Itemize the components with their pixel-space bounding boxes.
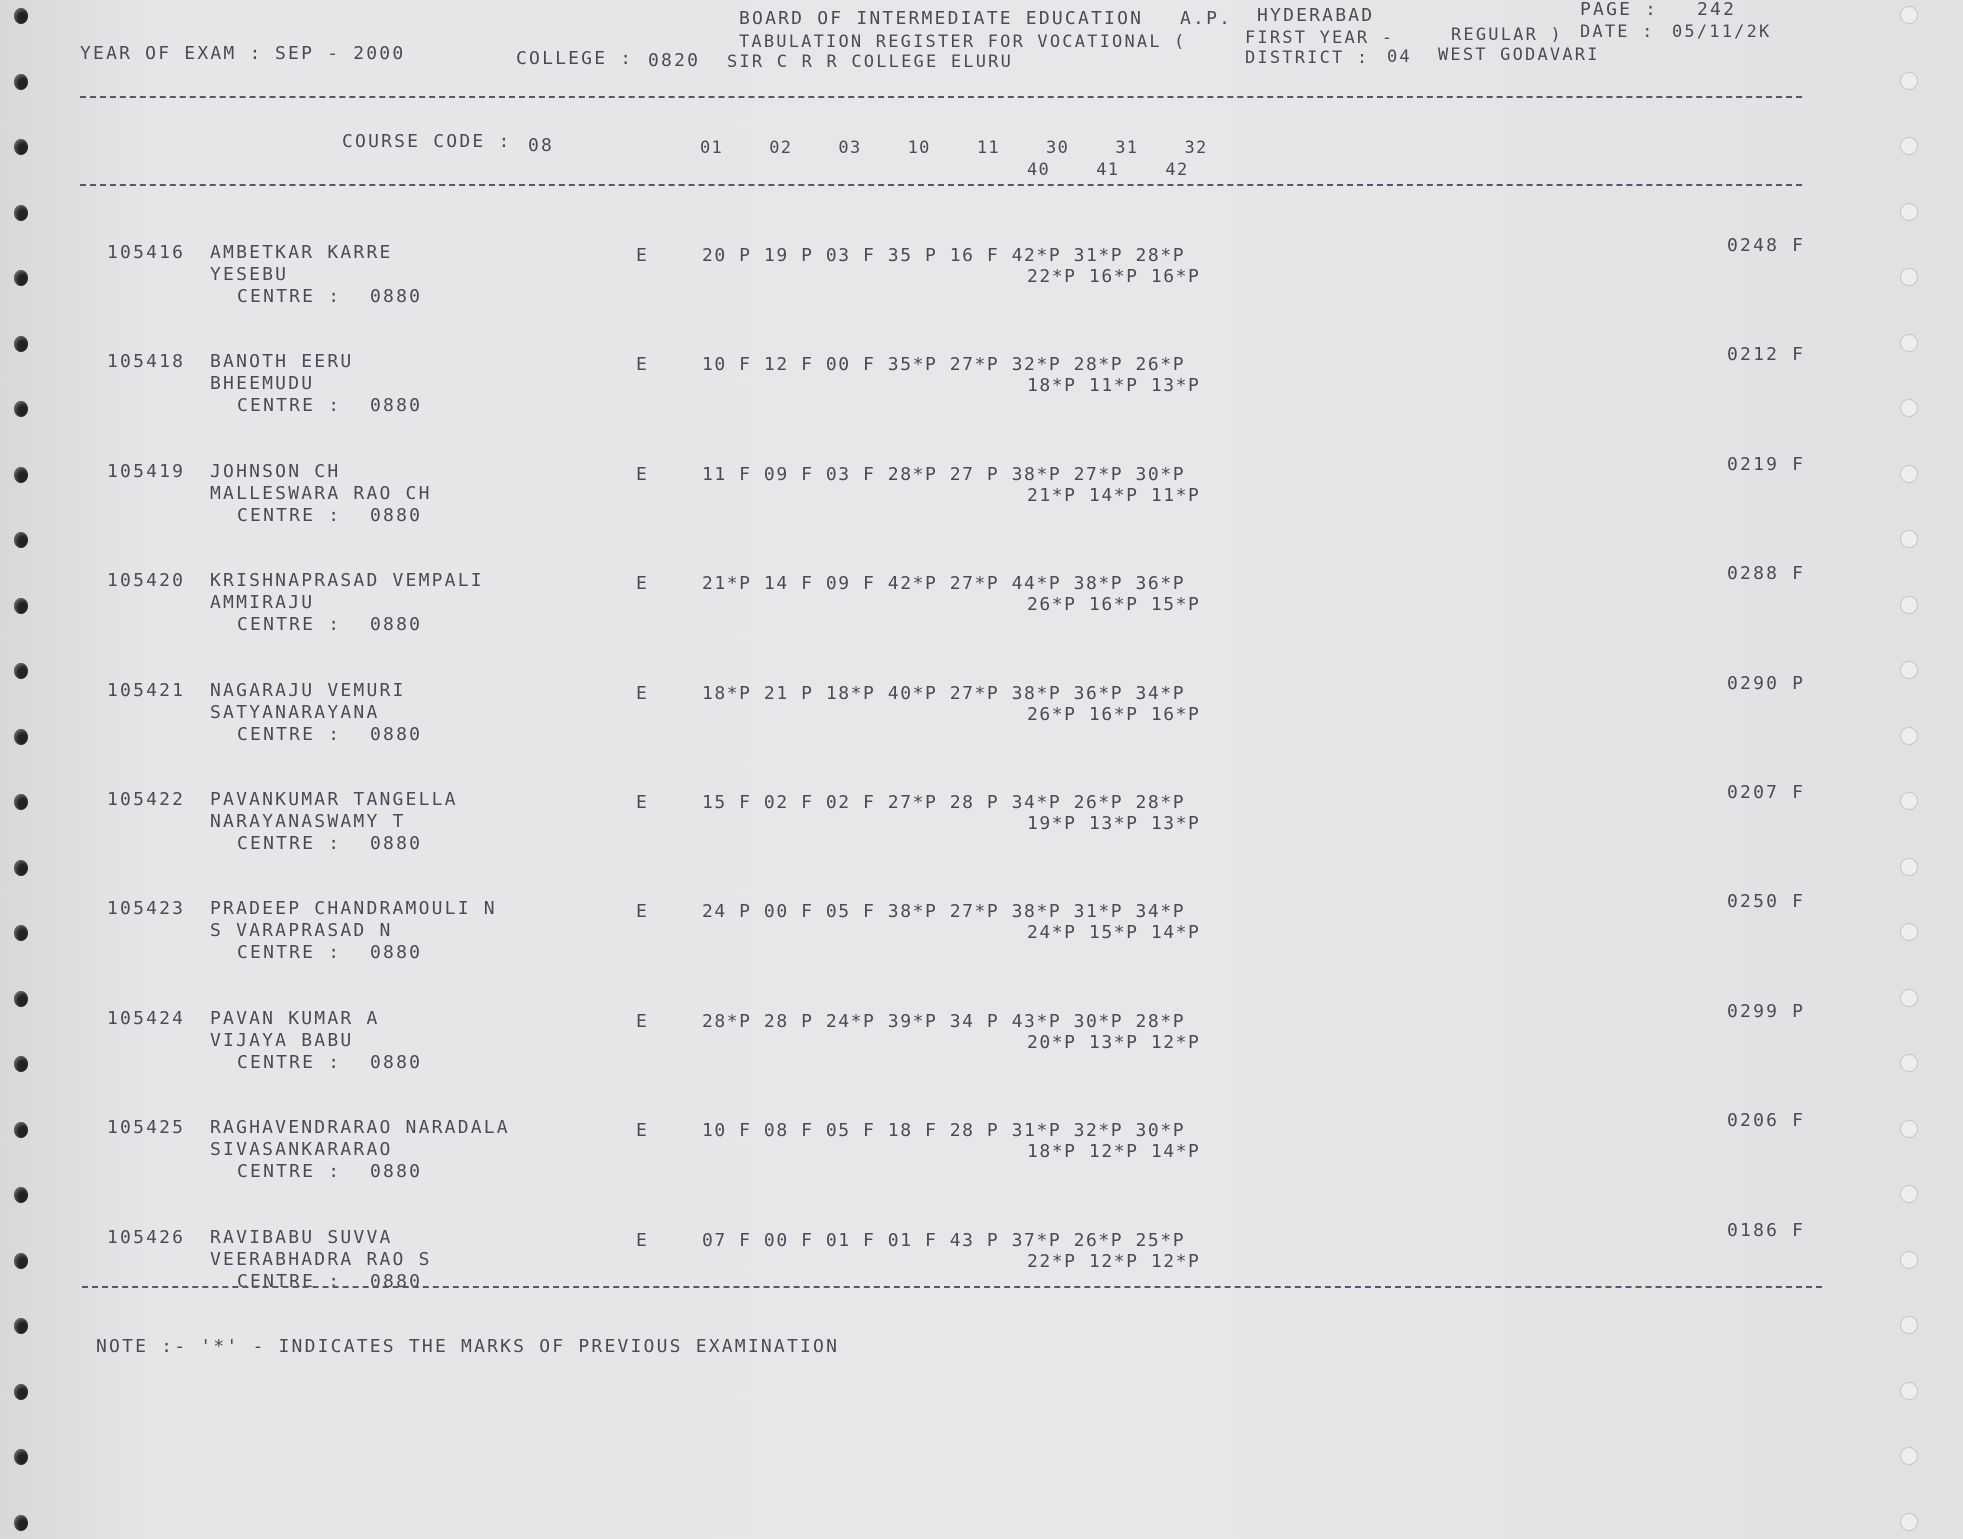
- medium: E: [636, 463, 650, 485]
- roll-number: 105420: [107, 570, 186, 592]
- student-row: [0, 782, 1963, 887]
- punch-hole: [14, 8, 28, 24]
- total-result: 0212 F: [1727, 344, 1806, 366]
- header-rule: [80, 96, 1802, 98]
- punch-hole: [14, 336, 28, 352]
- roll-number: 105422: [107, 789, 186, 810]
- total-result: 0206 F: [1727, 1110, 1806, 1132]
- marks-line1: 11 F 09 F 03 F 28*P 27 P 38*P 27*P 30*P: [702, 463, 1186, 485]
- medium: E: [636, 901, 650, 923]
- student-row: [0, 1110, 1963, 1215]
- student-name: PAVAN KUMAR A: [210, 1007, 380, 1029]
- total-result: 0288 F: [1727, 563, 1806, 585]
- district-name: WEST GODAVARI: [1438, 45, 1600, 65]
- exam-label: YEAR OF EXAM :: [80, 43, 263, 64]
- margin-hole: [1900, 465, 1918, 483]
- punch-hole: [14, 467, 28, 483]
- centre-code: 0880: [370, 1161, 423, 1183]
- punch-hole: [14, 74, 28, 90]
- roll-number: 105416: [107, 242, 186, 263]
- marks-line2: 21*P 14*P 11*P: [1027, 484, 1201, 506]
- total-result: 0219 F: [1727, 453, 1806, 475]
- student-row: [0, 1219, 1963, 1325]
- state-label: A.P.: [1180, 8, 1233, 29]
- punch-hole: [14, 1056, 28, 1072]
- punch-hole: [14, 1384, 28, 1400]
- centre-label: CENTRE :: [237, 504, 342, 526]
- marks-line2: 19*P 13*P 13*P: [1027, 813, 1201, 834]
- student-name: PRADEEP CHANDRAMOULI N: [210, 898, 497, 920]
- footer-rule: [82, 1286, 1822, 1288]
- student-name: JOHNSON CH: [210, 460, 341, 482]
- punch-hole: [14, 532, 28, 548]
- page-label: PAGE :: [1580, 0, 1659, 20]
- punch-hole: [14, 729, 28, 745]
- margin-hole: [1900, 203, 1918, 221]
- date-value: 05/11/2K: [1672, 22, 1772, 42]
- board-title: BOARD OF INTERMEDIATE EDUCATION: [739, 8, 1144, 29]
- student-name: PAVANKUMAR TANGELLA: [210, 789, 458, 810]
- margin-hole: [1900, 1316, 1918, 1334]
- punch-hole: [14, 1449, 28, 1465]
- medium: E: [636, 682, 650, 704]
- college-label: COLLEGE :: [516, 48, 634, 69]
- margin-hole: [1900, 1251, 1918, 1269]
- paren-open: (: [1174, 32, 1187, 52]
- marks-line1: 18*P 21 P 18*P 40*P 27*P 38*P 36*P 34*P: [702, 682, 1186, 704]
- centre-code: 0880: [370, 833, 423, 854]
- centre-label: CENTRE :: [237, 1270, 342, 1292]
- roll-number: 105419: [107, 460, 186, 482]
- punch-hole: [14, 860, 28, 876]
- margin-hole: [1900, 530, 1918, 548]
- roll-number: 105426: [107, 1226, 186, 1248]
- marks-line2: 24*P 15*P 14*P: [1027, 922, 1201, 944]
- centre-label: CENTRE :: [237, 395, 342, 417]
- centre-label: CENTRE :: [237, 286, 342, 307]
- footnote: NOTE :- '*' - INDICATES THE MARKS OF PREVIOUS EXAMINATION: [96, 1336, 840, 1357]
- medium: E: [636, 354, 650, 376]
- punch-hole: [14, 663, 28, 679]
- date-label: DATE :: [1580, 22, 1655, 42]
- total-result: 0248 F: [1727, 235, 1806, 256]
- margin-hole: [1900, 989, 1918, 1007]
- father-name: BHEEMUDU: [210, 373, 315, 395]
- student-row: [0, 672, 1963, 778]
- punch-hole: [14, 1318, 28, 1334]
- marks-line1: 28*P 28 P 24*P 39*P 34 P 43*P 30*P 28*P: [702, 1010, 1186, 1032]
- margin-hole: [1900, 1054, 1918, 1072]
- marks-line2: 20*P 13*P 12*P: [1027, 1031, 1201, 1053]
- total-result: 0250 F: [1727, 891, 1806, 913]
- punch-hole: [14, 794, 28, 810]
- centre-code: 0880: [370, 942, 423, 964]
- college-code: 0820: [648, 50, 701, 71]
- punch-hole: [14, 991, 28, 1007]
- marks-line2: 18*P 11*P 13*P: [1027, 375, 1201, 397]
- father-name: AMMIRAJU: [210, 592, 315, 614]
- punch-hole: [14, 401, 28, 417]
- centre-code: 0880: [370, 723, 423, 745]
- page-number: 242: [1697, 0, 1737, 20]
- student-name: NAGARAJU VEMURI: [210, 679, 406, 701]
- course-code-value: 08: [528, 135, 555, 156]
- margin-hole: [1900, 596, 1918, 614]
- margin-hole: [1900, 1185, 1918, 1203]
- marks-line2: 26*P 16*P 16*P: [1027, 703, 1201, 725]
- punch-hole: [14, 1515, 28, 1531]
- medium: E: [636, 1229, 650, 1251]
- marks-line1: 10 F 12 F 00 F 35*P 27*P 32*P 28*P 26*P: [702, 354, 1186, 376]
- student-row: [0, 453, 1963, 559]
- student-row: [0, 344, 1963, 449]
- exam-value: SEP - 2000: [275, 43, 406, 64]
- course-code-label: COURSE CODE :: [342, 131, 512, 152]
- margin-hole: [1900, 792, 1918, 810]
- marks-line2: 22*P 12*P 12*P: [1027, 1250, 1201, 1272]
- margin-hole: [1900, 661, 1918, 679]
- marks-line2: 18*P 12*P 14*P: [1027, 1141, 1201, 1163]
- punch-hole: [14, 1253, 28, 1269]
- margin-hole: [1900, 72, 1918, 90]
- marks-line1: 10 F 08 F 05 F 18 F 28 P 31*P 32*P 30*P: [702, 1120, 1186, 1142]
- marks-line2: 26*P 16*P 15*P: [1027, 594, 1201, 616]
- district-label: DISTRICT :: [1245, 48, 1370, 68]
- punch-hole: [14, 1122, 28, 1138]
- margin-hole: [1900, 6, 1918, 24]
- centre-label: CENTRE :: [237, 1161, 342, 1183]
- father-name: VIJAYA BABU: [210, 1029, 354, 1051]
- subject-codes-line1: 01 02 03 10 11 30 31 32: [700, 138, 1208, 158]
- medium: E: [636, 1120, 650, 1142]
- roll-number: 105424: [107, 1007, 186, 1029]
- father-name: S VARAPRASAD N: [210, 920, 393, 942]
- margin-hole: [1900, 1447, 1918, 1465]
- margin-hole: [1900, 268, 1918, 286]
- register-title: TABULATION REGISTER FOR VOCATIONAL: [739, 32, 1162, 52]
- margin-hole: [1900, 923, 1918, 941]
- medium: E: [636, 792, 650, 813]
- student-row: [0, 563, 1963, 668]
- margin-hole: [1900, 727, 1918, 745]
- marks-line1: 21*P 14 F 09 F 42*P 27*P 44*P 38*P 36*P: [702, 573, 1186, 595]
- punch-hole: [14, 925, 28, 941]
- column-rule: [80, 184, 1802, 186]
- father-name: NARAYANASWAMY T: [210, 811, 406, 832]
- student-name: BANOTH EERU: [210, 351, 354, 373]
- centre-label: CENTRE :: [237, 614, 342, 636]
- marks-line1: 07 F 00 F 01 F 01 F 43 P 37*P 26*P 25*P: [702, 1229, 1186, 1251]
- centre-code: 0880: [370, 286, 423, 307]
- roll-number: 105425: [107, 1117, 186, 1139]
- punch-hole: [14, 205, 28, 221]
- roll-number: 105418: [107, 351, 186, 373]
- punch-hole: [14, 1187, 28, 1203]
- centre-code: 0880: [370, 614, 423, 636]
- centre-label: CENTRE :: [237, 942, 342, 964]
- centre-code: 0880: [370, 395, 423, 417]
- medium: E: [636, 573, 650, 595]
- centre-label: CENTRE :: [237, 833, 342, 854]
- margin-hole: [1900, 1120, 1918, 1138]
- student-name: KRISHNAPRASAD VEMPALI: [210, 570, 484, 592]
- father-name: SATYANARAYANA: [210, 701, 380, 723]
- student-name: AMBETKAR KARRE: [210, 242, 393, 263]
- marks-line1: 15 F 02 F 02 F 27*P 28 P 34*P 26*P 28*P: [702, 792, 1186, 813]
- course-year: FIRST YEAR -: [1245, 28, 1395, 48]
- centre-label: CENTRE :: [237, 723, 342, 745]
- centre-code: 0880: [370, 1270, 423, 1292]
- roll-number: 105423: [107, 898, 186, 920]
- margin-hole: [1900, 399, 1918, 417]
- marks-line1: 24 P 00 F 05 F 38*P 27*P 38*P 31*P 34*P: [702, 901, 1186, 923]
- father-name: SIVASANKARARAO: [210, 1139, 393, 1161]
- punch-hole: [14, 270, 28, 286]
- regular-label: REGULAR ): [1451, 25, 1563, 45]
- margin-hole: [1900, 1513, 1918, 1531]
- student-row: [0, 235, 1963, 340]
- centre-code: 0880: [370, 1051, 423, 1073]
- student-row: [0, 1000, 1963, 1106]
- city-label: HYDERABAD: [1257, 5, 1375, 26]
- margin-hole: [1900, 334, 1918, 352]
- punch-hole: [14, 139, 28, 155]
- centre-label: CENTRE :: [237, 1051, 342, 1073]
- student-name: RAGHAVENDRARAO NARADALA: [210, 1117, 510, 1139]
- punch-hole: [14, 598, 28, 614]
- medium: E: [636, 245, 650, 266]
- margin-hole: [1900, 137, 1918, 155]
- father-name: MALLESWARA RAO CH: [210, 482, 432, 504]
- student-name: RAVIBABU SUVVA: [210, 1226, 393, 1248]
- total-result: 0299 P: [1727, 1000, 1806, 1022]
- father-name: VEERABHADRA RAO S: [210, 1248, 432, 1270]
- roll-number: 105421: [107, 679, 186, 701]
- marks-line2: 22*P 16*P 16*P: [1027, 266, 1201, 287]
- subject-codes-line2: 40 41 42: [1027, 160, 1189, 180]
- margin-hole: [1900, 1382, 1918, 1400]
- student-row: [0, 891, 1963, 996]
- centre-code: 0880: [370, 504, 423, 526]
- margin-hole: [1900, 858, 1918, 876]
- district-code: 04: [1387, 47, 1412, 67]
- medium: E: [636, 1010, 650, 1032]
- father-name: YESEBU: [210, 264, 289, 285]
- marks-line1: 20 P 19 P 03 F 35 P 16 F 42*P 31*P 28*P: [702, 245, 1186, 266]
- total-result: 0207 F: [1727, 782, 1806, 803]
- total-result: 0290 P: [1727, 672, 1806, 694]
- total-result: 0186 F: [1727, 1219, 1806, 1241]
- college-name: SIR C R R COLLEGE ELURU: [727, 52, 1014, 72]
